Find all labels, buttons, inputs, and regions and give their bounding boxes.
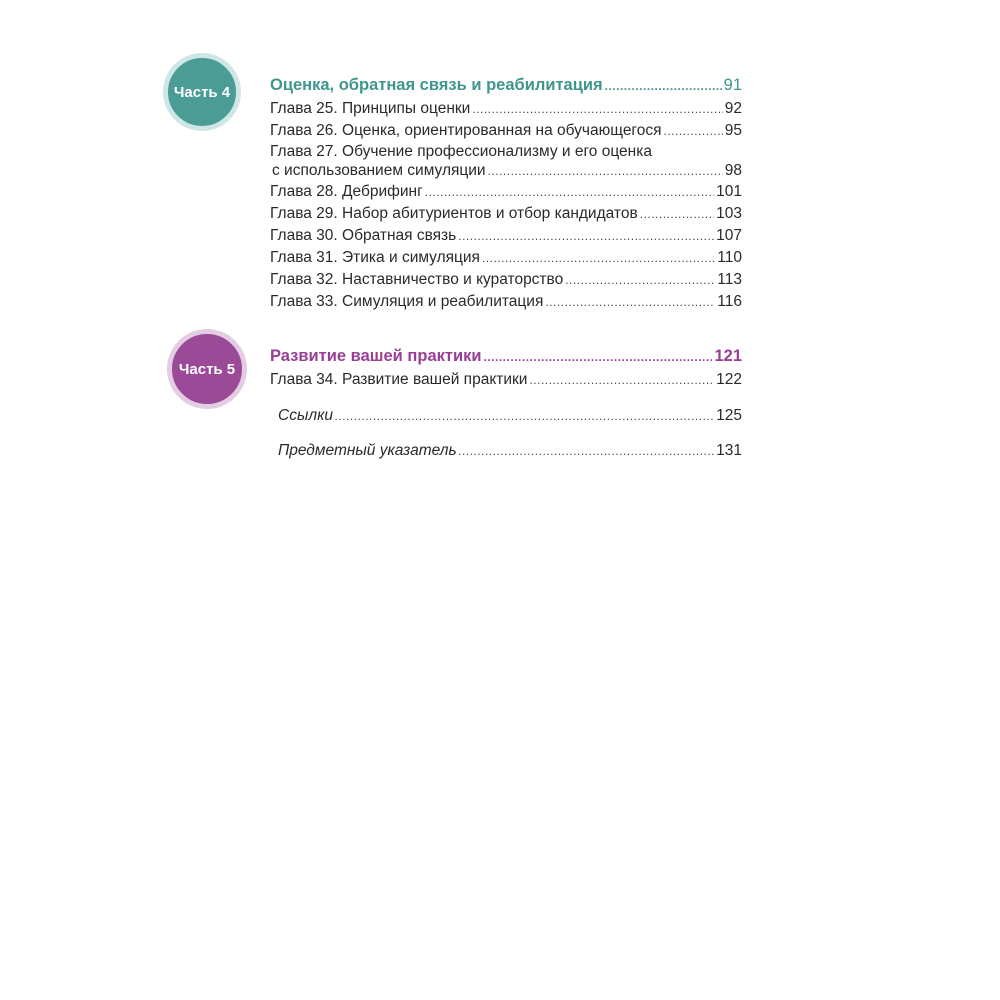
chapter-title: Глава 34. Развитие вашей практики — [270, 371, 528, 388]
chapter-title: Глава 32. Наставничество и кураторство — [270, 271, 564, 288]
page-number: 92 — [724, 100, 742, 117]
references-label: Ссылки — [278, 407, 334, 424]
dot-leader — [565, 270, 715, 291]
page-number: 113 — [717, 271, 742, 288]
page-number: 107 — [716, 227, 742, 244]
part-4-badge — [163, 53, 241, 131]
page-number: 101 — [716, 183, 742, 200]
dot-leader — [458, 226, 714, 247]
dot-leader — [488, 162, 723, 181]
dot-leader — [605, 74, 722, 98]
part-title: Развитие вашей практики — [270, 347, 482, 365]
part-4-section — [270, 73, 742, 313]
part-4-title-row[interactable] — [270, 73, 742, 98]
toc-entry[interactable] — [270, 369, 742, 391]
part-5-title-row[interactable] — [270, 344, 742, 369]
page-number: 131 — [716, 442, 742, 459]
chapter-title: Глава 26. Оценка, ориентированная на обучающегося — [270, 122, 662, 139]
references-entry[interactable] — [278, 405, 742, 427]
toc-entry[interactable] — [270, 247, 742, 269]
page-number: 122 — [716, 371, 742, 388]
dot-leader — [484, 345, 713, 369]
chapter-title: Глава 28. Дебрифинг — [270, 183, 423, 200]
page-number: 98 — [724, 162, 742, 179]
dot-leader — [640, 204, 714, 225]
dot-leader — [459, 441, 715, 462]
page-number: 110 — [717, 249, 742, 266]
page-number: 95 — [724, 122, 742, 139]
chapter-title: Глава 30. Обратная связь — [270, 227, 457, 244]
chapter-title: Глава 33. Симуляция и реабилитация — [270, 293, 544, 310]
part-5-badge-label: Часть 5 — [178, 360, 236, 378]
toc-entry[interactable] — [270, 225, 742, 247]
dot-leader — [335, 406, 714, 427]
page-number: 116 — [717, 293, 742, 310]
dot-leader — [472, 99, 722, 120]
part-5-section — [270, 344, 742, 391]
toc-entry[interactable] — [270, 181, 742, 203]
dot-leader — [482, 248, 715, 269]
chapter-title: Глава 25. Принципы оценки — [270, 100, 471, 117]
page-number: 103 — [716, 205, 742, 222]
chapter-title: Глава 31. Этика и симуляция — [270, 249, 480, 266]
chapter-title: Глава 29. Набор абитуриентов и отбор кандидатов — [270, 205, 638, 222]
part-title: Оценка, обратная связь и реабилитация — [270, 76, 603, 94]
page-number: 121 — [714, 347, 742, 365]
chapter-title-line2: с использованием симуляции — [272, 162, 486, 179]
part-4-badge-label: Часть 4 — [173, 83, 231, 101]
toc-entry[interactable] — [270, 161, 742, 181]
toc-entry[interactable] — [270, 291, 742, 313]
page-number: 125 — [716, 407, 742, 424]
dot-leader — [425, 182, 714, 203]
chapter-title-line1[interactable]: Глава 27. Обучение профессионализму и его оценка — [270, 143, 652, 160]
toc-entry[interactable] — [270, 98, 742, 120]
toc-entry[interactable] — [270, 203, 742, 225]
subject-index-label: Предметный указатель — [278, 442, 457, 459]
page-number: 91 — [723, 76, 742, 94]
subject-index-entry[interactable] — [278, 440, 742, 462]
dot-leader — [529, 370, 714, 391]
dot-leader — [545, 292, 715, 313]
part-5-badge — [167, 329, 247, 409]
toc-entry[interactable] — [270, 269, 742, 291]
dot-leader — [664, 121, 723, 142]
toc-entry[interactable] — [270, 120, 742, 142]
